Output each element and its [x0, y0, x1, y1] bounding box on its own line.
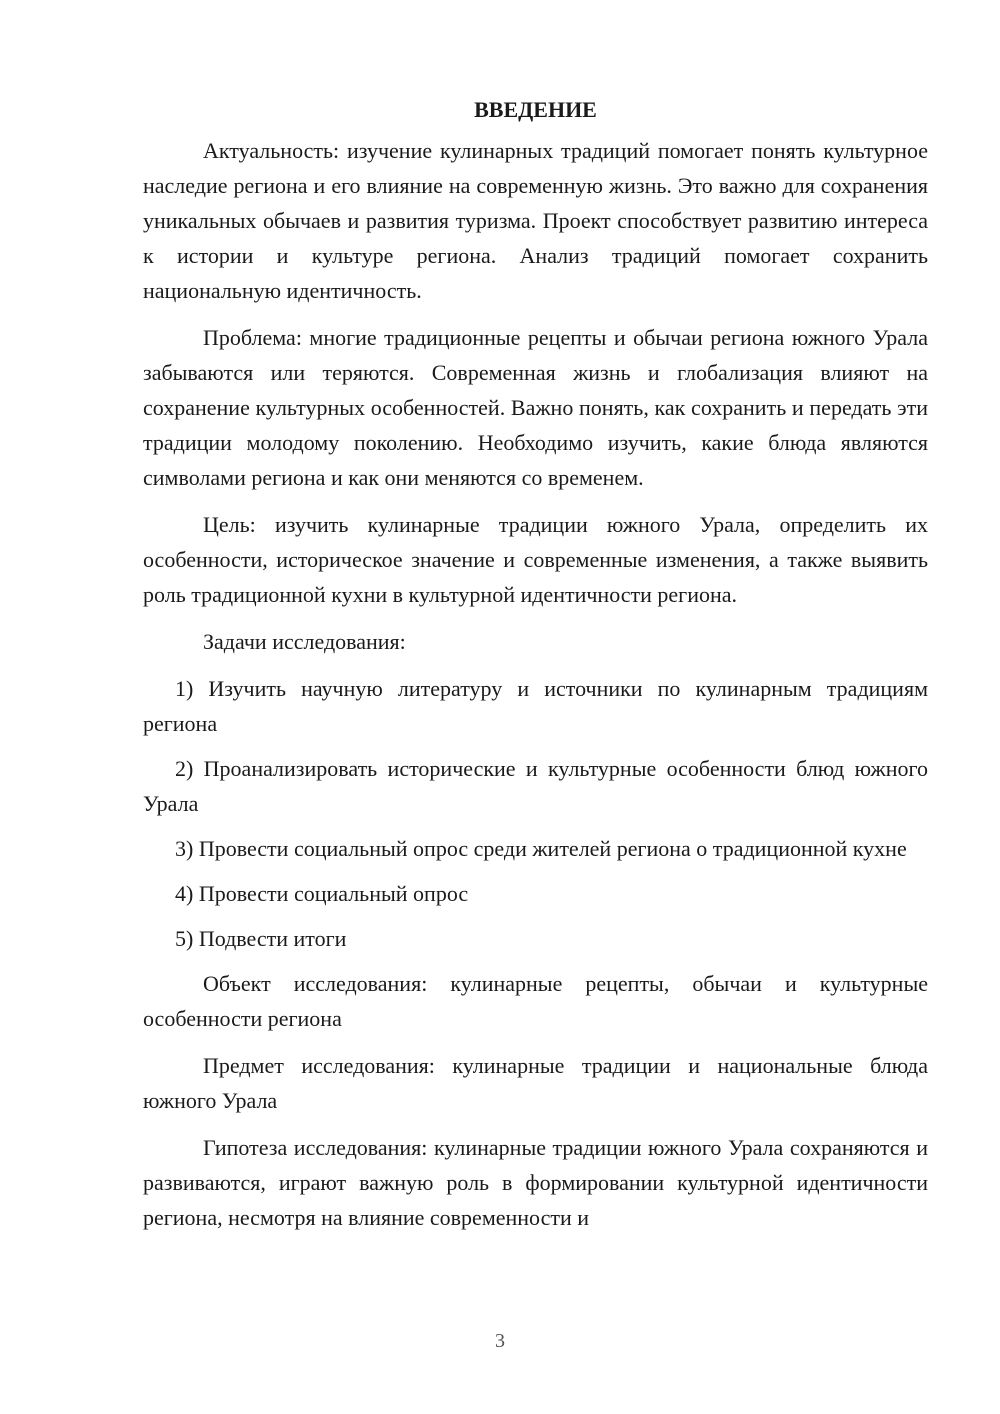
- tasks-heading: Задачи исследования:: [203, 629, 406, 654]
- problem-paragraph: Проблема: многие традиционные рецепты и обычаи региона южного Урала забываются или теряются. Современная жизнь и глобализация влияют на сохранение культурных особенностей. Важно понять, как сохранить и передать эти традиции молодому поколению. Необходимо изучить, какие блюда являются символами региона и как они меняются со временем.: [143, 325, 928, 490]
- page-number: 3: [495, 1330, 505, 1352]
- task-item-3: 3) Провести социальный опрос среди жителей региона о традиционной кухне: [175, 836, 907, 861]
- relevance-paragraph: Актуальность: изучение кулинарных традиций помогает понять культурное наследие региона и его влияние на современную жизнь. Это важно для сохранения уникальных обычаев и развития туризма. Проект способствует развитию интереса к истории и культуре региона. Анализ традиций помогает сохранить национальную идентичность.: [143, 138, 928, 303]
- document-page: [143, 92, 928, 1247]
- task-item-1: 1) Изучить научную литературу и источники по кулинарным традициям региона: [143, 676, 928, 736]
- task-item-5: 5) Подвести итоги: [175, 926, 347, 951]
- goal-paragraph: Цель: изучить кулинарные традиции южного Урала, определить их особенности, историческое значение и современные изменения, а также выявить роль традиционной кухни в культурной идентичности региона.: [143, 512, 928, 607]
- hypothesis-paragraph: Гипотеза исследования: кулинарные традиции южного Урала сохраняются и развиваются, играют важную роль в формировании культурной идентичности региона, несмотря на влияние современности и: [143, 1135, 928, 1230]
- subject-paragraph: Предмет исследования: кулинарные традиции и национальные блюда южного Урала: [143, 1053, 928, 1113]
- task-item-2: 2) Проанализировать исторические и культурные особенности блюд южного Урала: [143, 756, 928, 816]
- object-paragraph: Объект исследования: кулинарные рецепты, обычаи и культурные особенности региона: [143, 971, 928, 1031]
- section-title: ВВЕДЕНИЕ: [474, 97, 597, 122]
- task-item-4: 4) Провести социальный опрос: [175, 881, 469, 906]
